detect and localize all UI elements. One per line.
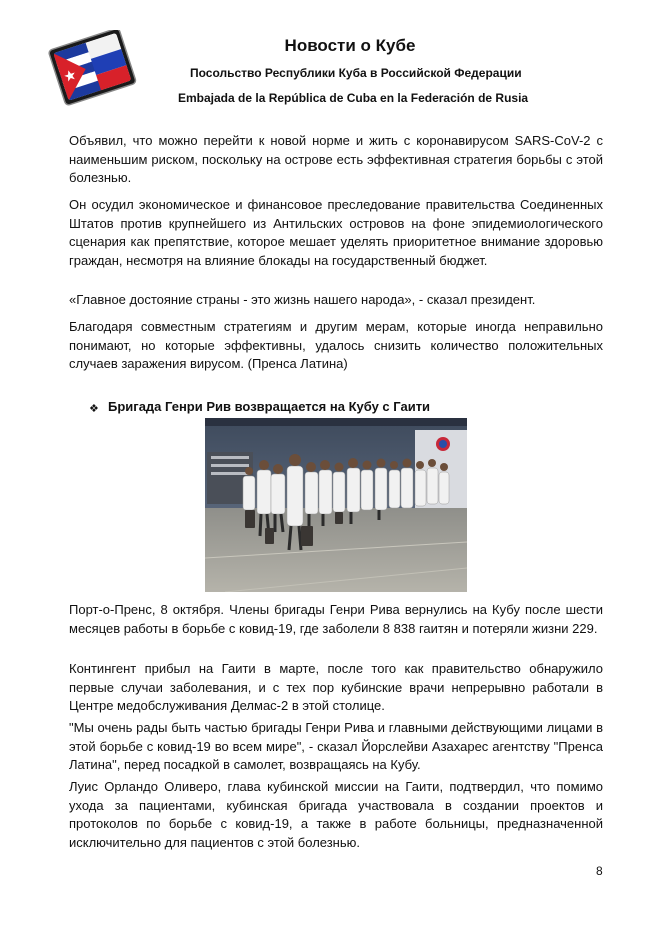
medical-brigade-photo — [205, 418, 467, 592]
paragraph: Объявил, что можно перейти к новой норме и жить с коронавирусом SARS-CoV-2 с наименьшим риском, поскольку на острове есть эффективная стратегия борьбы с этой болезнью. — [69, 133, 603, 185]
embassy-name-spanish: Embajada de la República de Cuba en la Federación de Rusia — [178, 91, 529, 105]
paragraph: Благодаря совместным стратегиям и другим мерам, которые иногда неправильно понимают, но которые эффективны, удалось снизить количество положительных случаев заражения вирусом. (Пренса Латина) — [69, 319, 603, 371]
paragraph: Порт-о-Пренс, 8 октября. Члены бригады Генри Рива вернулись на Кубу после шести месяцев работы в борьбе с ковид-19, где заболели 8 838 гаитян и потеряли жизни 229. — [69, 602, 603, 636]
paragraph: Контингент прибыл на Гаити в марте, после того как правительство обнаружило первые случаи заболевания, и с тех пор кубинские врачи непрерывно работали в Центре медобслуживания Делмас-2 в этой столице. — [69, 661, 603, 713]
article-heading: Бригада Генри Рив возвращается на Кубу с Гаити — [108, 399, 431, 414]
page-number: 8 — [596, 864, 603, 878]
embassy-name-russian: Посольство Республики Куба в Российской Федерации — [190, 66, 522, 80]
page-title: Новости о Кубе — [284, 36, 416, 55]
cuba-russia-flags-logo-icon — [46, 30, 138, 108]
diamond-bullet-icon: ❖ — [89, 403, 99, 415]
paragraph: "Мы очень рады быть частью бригады Генри Рива и главными действующими лицами в этой борьбе с ковид-19 во всем мире", - сказал Йорслейви Азахарес агентству "Пренса Латина", перед посадкой в самолет, возвращаясь на Кубу. — [69, 720, 603, 772]
paragraph: «Главное достояние страны - это жизнь нашего народа», - сказал президент. — [69, 292, 536, 307]
paragraph: Он осудил экономическое и финансовое преследование правительства Соединенных Штатов против крупнейшего из Антильских островов на фоне эпидемиологического сценария как препятствие, которое мешает уделять приоритетное внимание здоровью граждан, несмотря на влияние блокады на государственный бюджет. — [69, 197, 603, 268]
paragraph: Луис Орландо Оливеро, глава кубинской миссии на Гаити, подтвердил, что помимо ухода за пациентами, кубинская бригада участвовала в создании проектов и протоколов по борьбе с ковид-19, а также в работе больницы, предназначенной исключительно для пациентов с этой болезнью. — [69, 779, 603, 850]
